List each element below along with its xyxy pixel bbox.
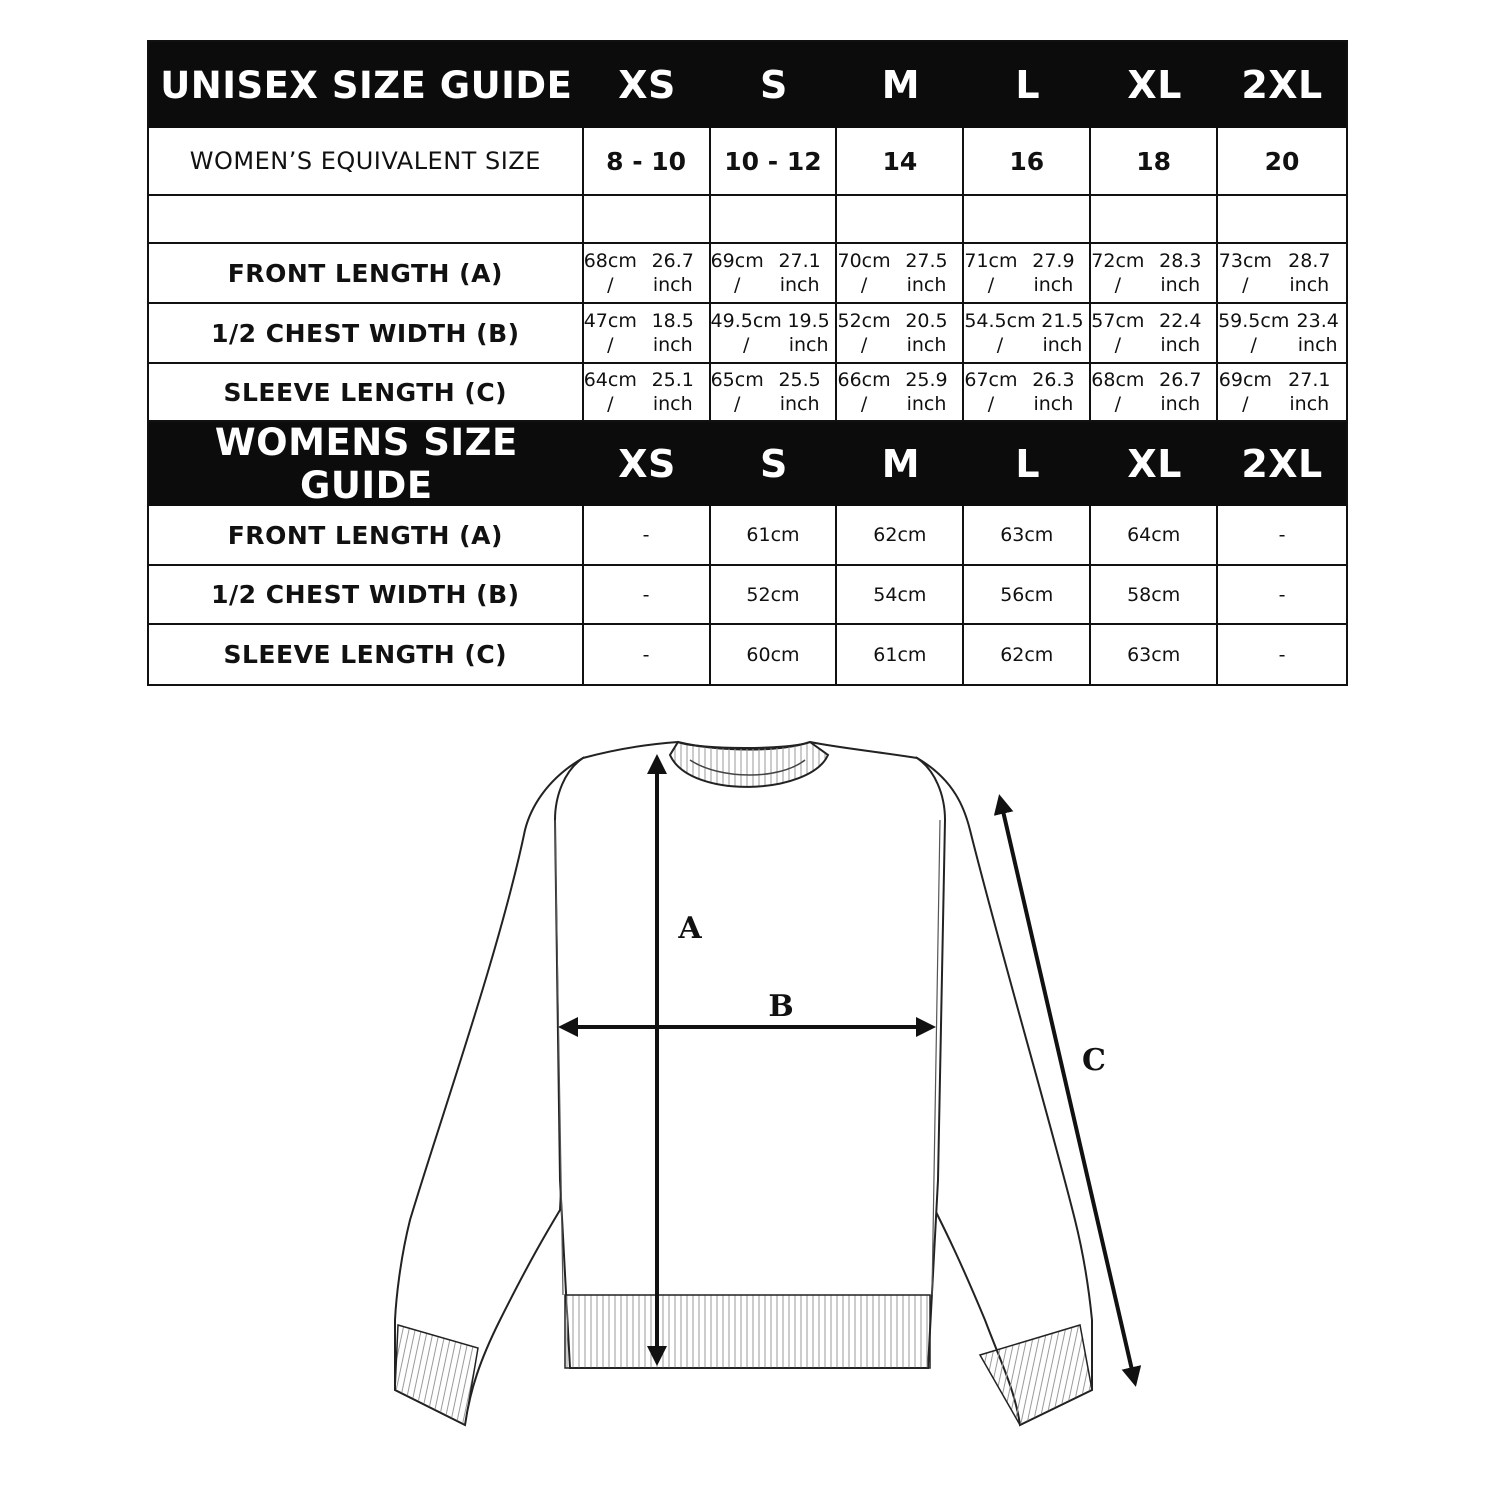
row-label: SLEEVE LENGTH (C) [149, 364, 584, 420]
measurement-cell: - [1278, 583, 1286, 606]
unisex-sleeve-length-row [149, 364, 1346, 422]
equivalent-size-value: 14 [837, 128, 964, 194]
womens-sleeve-length-row [149, 625, 1346, 684]
row-label: 1/2 CHEST WIDTH (B) [149, 566, 584, 623]
equivalent-size-value: 10 - 12 [711, 128, 838, 194]
equivalent-size-value: 8 - 10 [584, 128, 711, 194]
measurement-cell: 54cm [837, 566, 964, 623]
measurement-cell: 68cm / 26.7 inch [1091, 364, 1218, 420]
measurement-cell: 61cm [837, 625, 964, 684]
measurement-cell: 61cm [711, 506, 838, 564]
measurement-cell: - [584, 506, 711, 564]
measurement-cell: 69cm / 27.1 inch [711, 244, 838, 302]
measurement-cell: 64cm [1091, 506, 1218, 564]
measurement-cell: 64cm / 25.1 inch [584, 364, 711, 420]
measurement-cell: 52cm / 20.5 inch [837, 304, 964, 362]
measurement-cell: 70cm / 27.5 inch [837, 244, 964, 302]
unisex-size-xl: XL [1127, 63, 1182, 107]
measurement-cell: 58cm [1091, 566, 1218, 623]
measurement-cell: 72cm / 28.3 inch [1091, 244, 1218, 302]
empty-row [149, 196, 1346, 244]
size-guide-table [147, 40, 1348, 686]
womens-size-m: M [881, 442, 921, 486]
label-c: C [1082, 1043, 1106, 1078]
empty-cell [964, 196, 1091, 242]
unisex-size-m: M [881, 63, 921, 107]
measurement-cell: 63cm [1091, 625, 1218, 684]
womens-size-s: S [760, 442, 788, 486]
unisex-title: UNISEX SIZE GUIDE [160, 63, 573, 107]
measurement-cell: 73cm / 28.7 inch [1218, 250, 1331, 296]
measurement-cell: 62cm [964, 625, 1091, 684]
label-b: B [768, 989, 794, 1024]
womens-size-l: L [1015, 442, 1041, 486]
empty-cell [149, 196, 584, 242]
empty-cell [837, 196, 964, 242]
unisex-header-row [149, 42, 1346, 128]
measurement-cell: 62cm [837, 506, 964, 564]
measurement-cell: 67cm / 26.3 inch [964, 364, 1091, 420]
label-a: A [678, 911, 702, 946]
measurement-cell: 49.5cm / 19.5 inch [711, 304, 838, 362]
unisex-size-xs: XS [618, 63, 676, 107]
empty-cell [711, 196, 838, 242]
unisex-chest-width-row [149, 304, 1346, 364]
womens-size-2xl: 2XL [1241, 442, 1323, 486]
unisex-size-2xl: 2XL [1241, 63, 1323, 107]
sweatshirt-diagram [0, 700, 1500, 1500]
measurement-cell: - [584, 566, 711, 623]
row-label: 1/2 CHEST WIDTH (B) [149, 304, 584, 362]
empty-cell [1218, 196, 1346, 242]
womens-chest-width-row [149, 566, 1346, 625]
equivalent-size-value: 18 [1091, 128, 1218, 194]
row-label: FRONT LENGTH (A) [149, 506, 584, 564]
unisex-size-l: L [1015, 63, 1041, 107]
equivalent-size-value: 16 [964, 128, 1091, 194]
equivalent-size-value: 20 [1264, 146, 1300, 176]
measurement-cell: 56cm [964, 566, 1091, 623]
measurement-cell: - [1278, 524, 1286, 546]
measurement-cell: 66cm / 25.9 inch [837, 364, 964, 420]
row-label: SLEEVE LENGTH (C) [149, 625, 584, 684]
measurement-cell: 57cm / 22.4 inch [1091, 304, 1218, 362]
measurement-cell: - [1278, 643, 1286, 666]
measurement-cell: 71cm / 27.9 inch [964, 244, 1091, 302]
womens-front-length-row [149, 506, 1346, 566]
row-label: FRONT LENGTH (A) [149, 244, 584, 302]
measurement-cell: - [584, 625, 711, 684]
equivalent-size-row [149, 128, 1346, 196]
measurement-cell: 63cm [964, 506, 1091, 564]
measurement-cell: 69cm / 27.1 inch [1218, 369, 1331, 415]
measurement-cell: 52cm [711, 566, 838, 623]
hem-ribbing [565, 1295, 930, 1368]
measurement-cell: 65cm / 25.5 inch [711, 364, 838, 420]
measurement-cell: 60cm [711, 625, 838, 684]
womens-size-xs: XS [618, 442, 676, 486]
empty-cell [1091, 196, 1218, 242]
unisex-size-s: S [760, 63, 788, 107]
measurement-cell: 54.5cm / 21.5 inch [964, 304, 1091, 362]
empty-cell [584, 196, 711, 242]
measurement-cell: 68cm / 26.7 inch [584, 244, 711, 302]
womens-title: WOMENS SIZE GUIDE [214, 421, 518, 507]
womens-size-xl: XL [1127, 442, 1182, 486]
measurement-cell: 47cm / 18.5 inch [584, 304, 711, 362]
measurement-cell: 59.5cm / 23.4 inch [1218, 310, 1339, 356]
unisex-front-length-row [149, 244, 1346, 304]
equivalent-size-label: WOMEN’S EQUIVALENT SIZE [149, 128, 584, 194]
womens-header-row [149, 422, 1346, 506]
